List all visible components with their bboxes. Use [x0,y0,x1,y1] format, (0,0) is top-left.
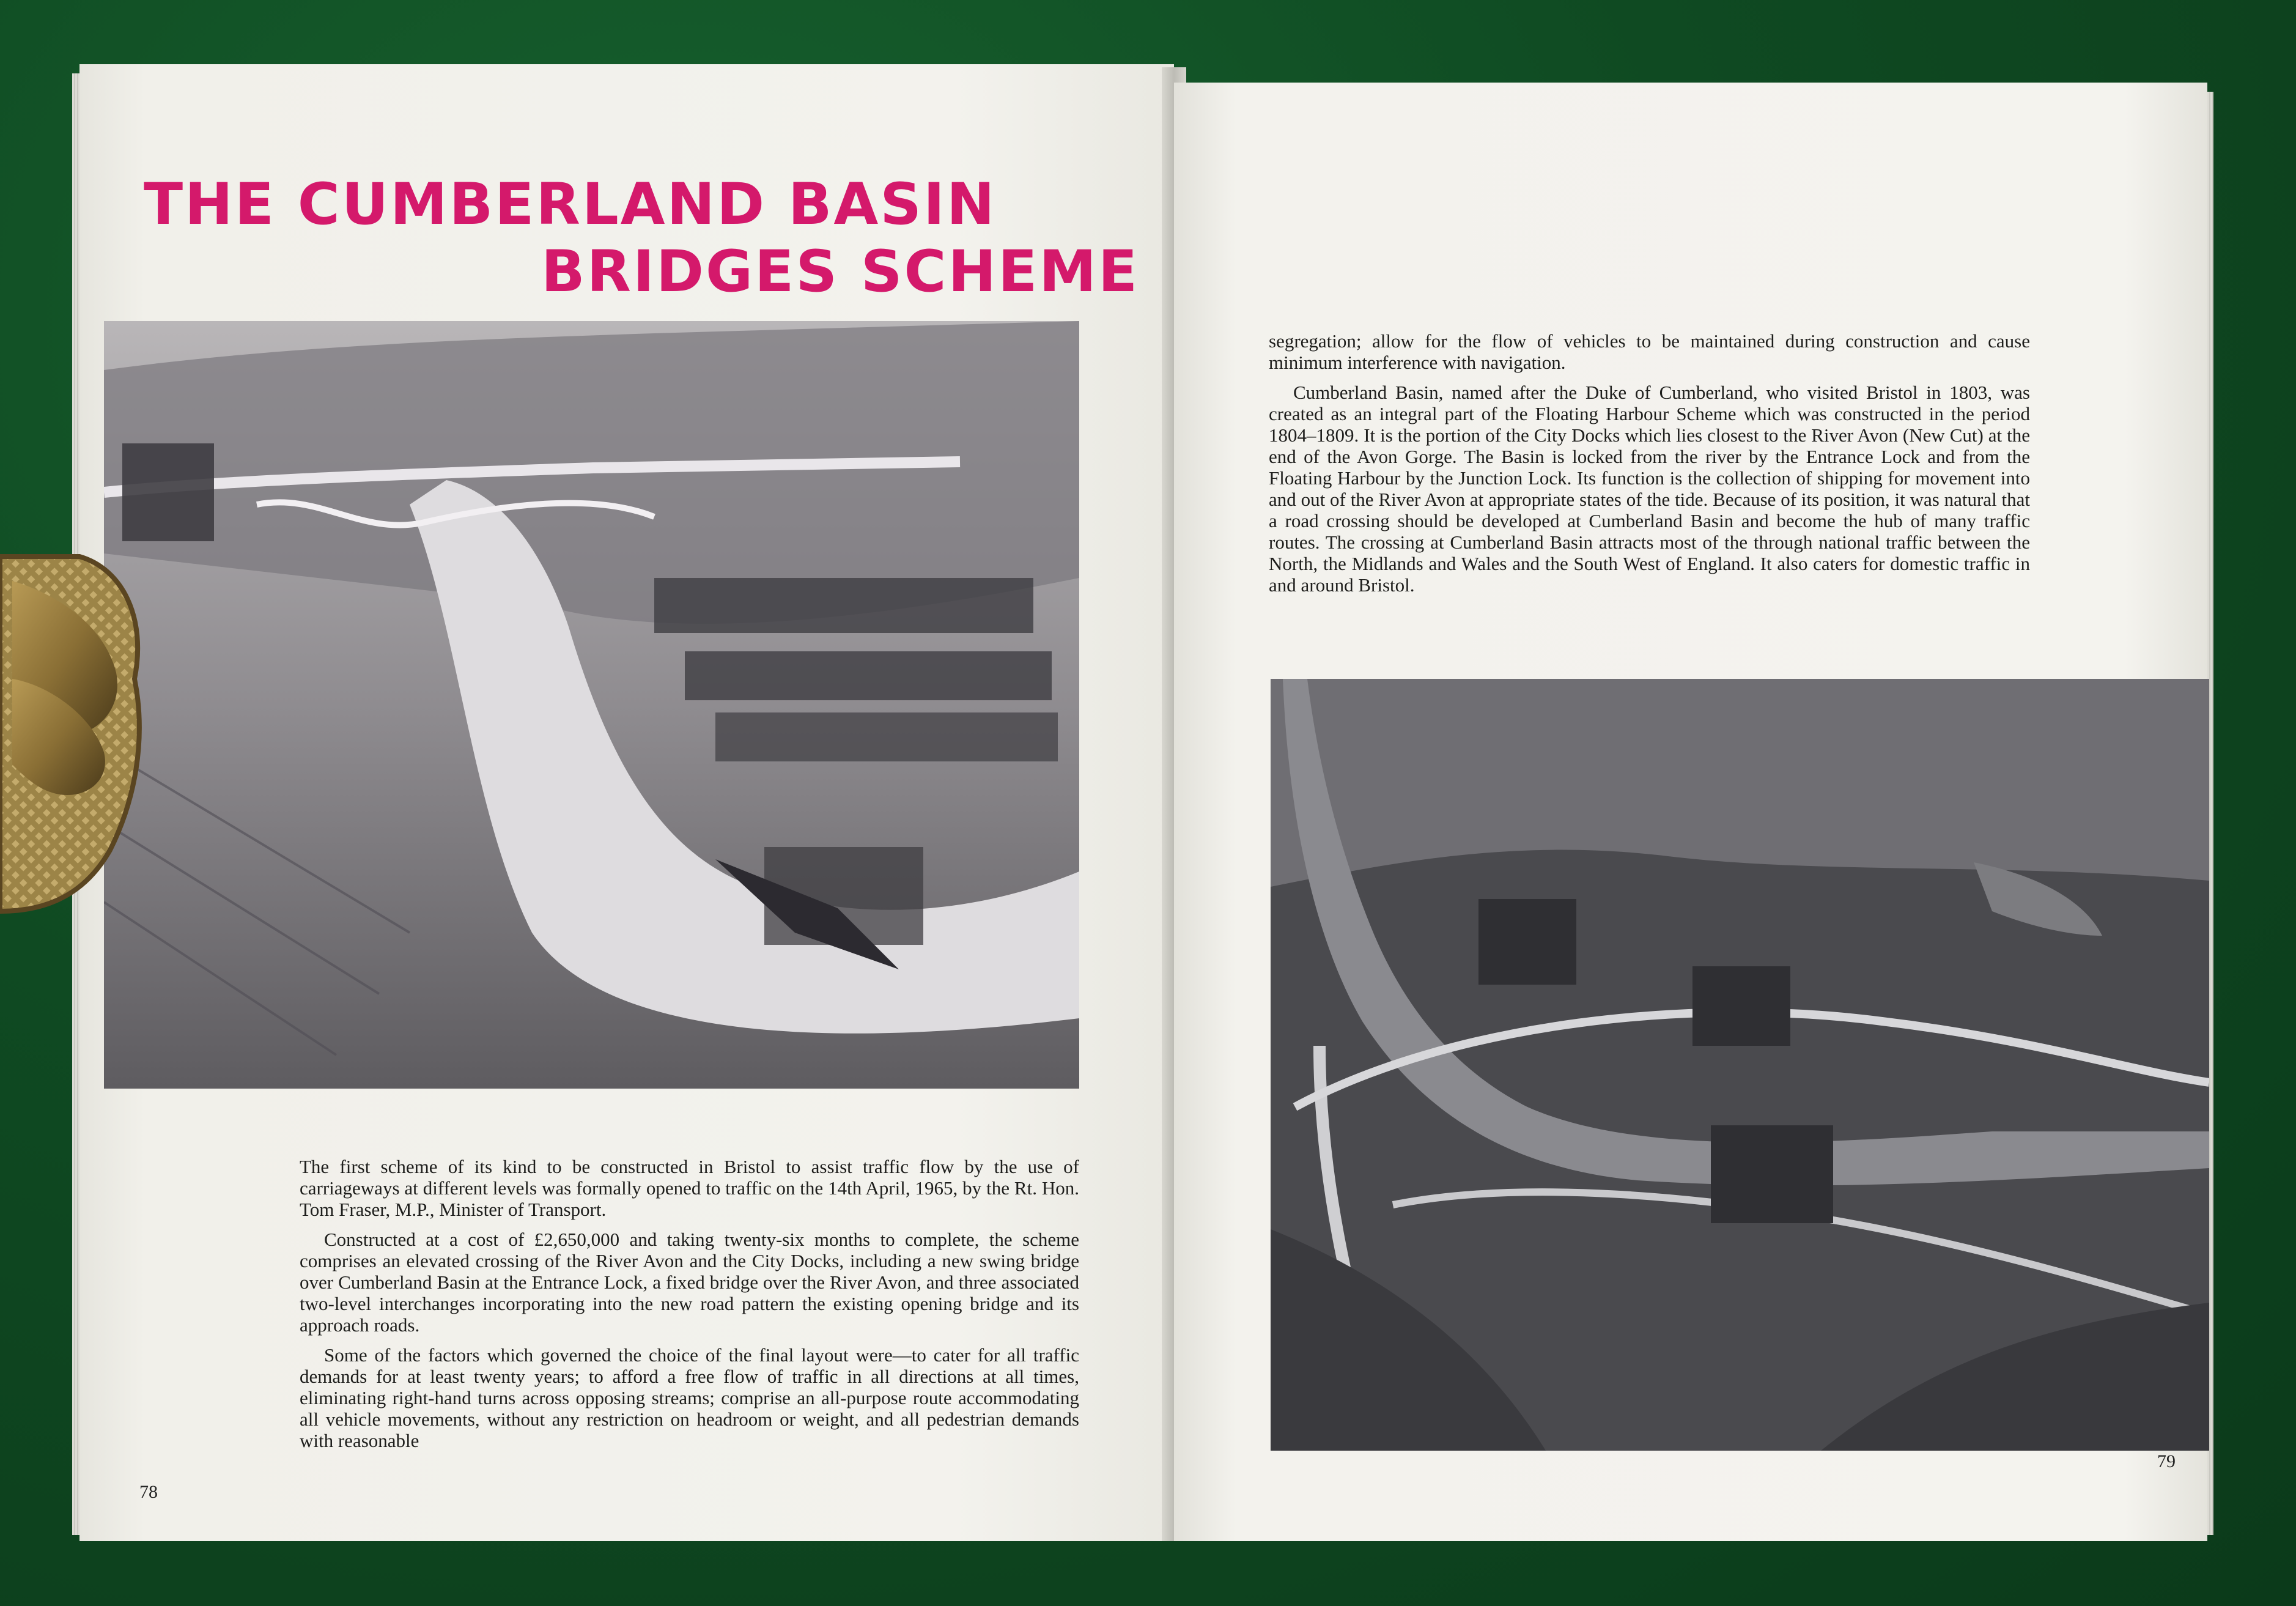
brass-page-clip-icon [0,544,159,917]
aerial-photo-bridges-interchange [1271,679,2209,1451]
page-number-left: 78 [139,1482,158,1502]
left-paragraph-3: Some of the factors which governed the choice of the final layout were—to cater for all traffic demands for at least twenty years; to afford a free flow of traffic in all directions at all times, eliminating right-hand turns across opposing streams; comprise an all-purpose route accommodating all vehicle movements, without any restriction on headroom or weight, and all pedestrian demands with reasonable [300,1344,1079,1451]
aerial-photo-cumberland-basin [104,321,1079,1089]
title-line-2: BRIDGES SCHEME [541,239,1140,305]
page-number-right: 79 [2157,1451,2176,1471]
left-paragraph-2: Constructed at a cost of £2,650,000 and taking twenty-six months to complete, the scheme comprises an elevated crossing of the River Avon and the City Docks, including a new swing bridge over Cumberland Basin at the Entrance Lock, a fixed bridge over the River Avon, and three associated two-level interchanges incorporating into the new road pattern the existing opening bridge and its approach roads. [300,1229,1079,1336]
right-paragraph-1: segregation; allow for the flow of vehicles to be maintained during construction and cause minimum interference with navigation. [1269,330,2030,373]
title-line-1: THE CUMBERLAND BASIN [144,171,997,238]
right-body-text [1269,330,2030,604]
left-body-text [300,1156,1079,1460]
right-paragraph-2: Cumberland Basin, named after the Duke of Cumberland, who visited Bristol in 1803, was created as an integral part of the Floating Harbour Scheme which was constructed in the period 1804–1809. It is the portion of the City Docks which lies closest to the River Avon (New Cut) at the end of the Avon Gorge. The Basin is locked from the river by the Entrance Lock and from the Floating Harbour by the Junction Lock. Its function is the collection of shipping for movement into and out of the River Avon at appropriate states of the tide. Because of its position, it was natural that a road crossing should be developed at Cumberland Basin and become the hub of many traffic routes. The crossing at Cumberland Basin attracts most of the through national traffic between the North, the Midlands and Wales and the South West of England. It also caters for domestic traffic in and around Bristol. [1269,382,2030,596]
left-paragraph-1: The first scheme of its kind to be constructed in Bristol to assist traffic flow by the use of carriageways at different levels was formally opened to traffic on the 14th April, 1965, by the Rt. Hon. Tom Fraser, M.P., Minister of Transport. [300,1156,1079,1220]
